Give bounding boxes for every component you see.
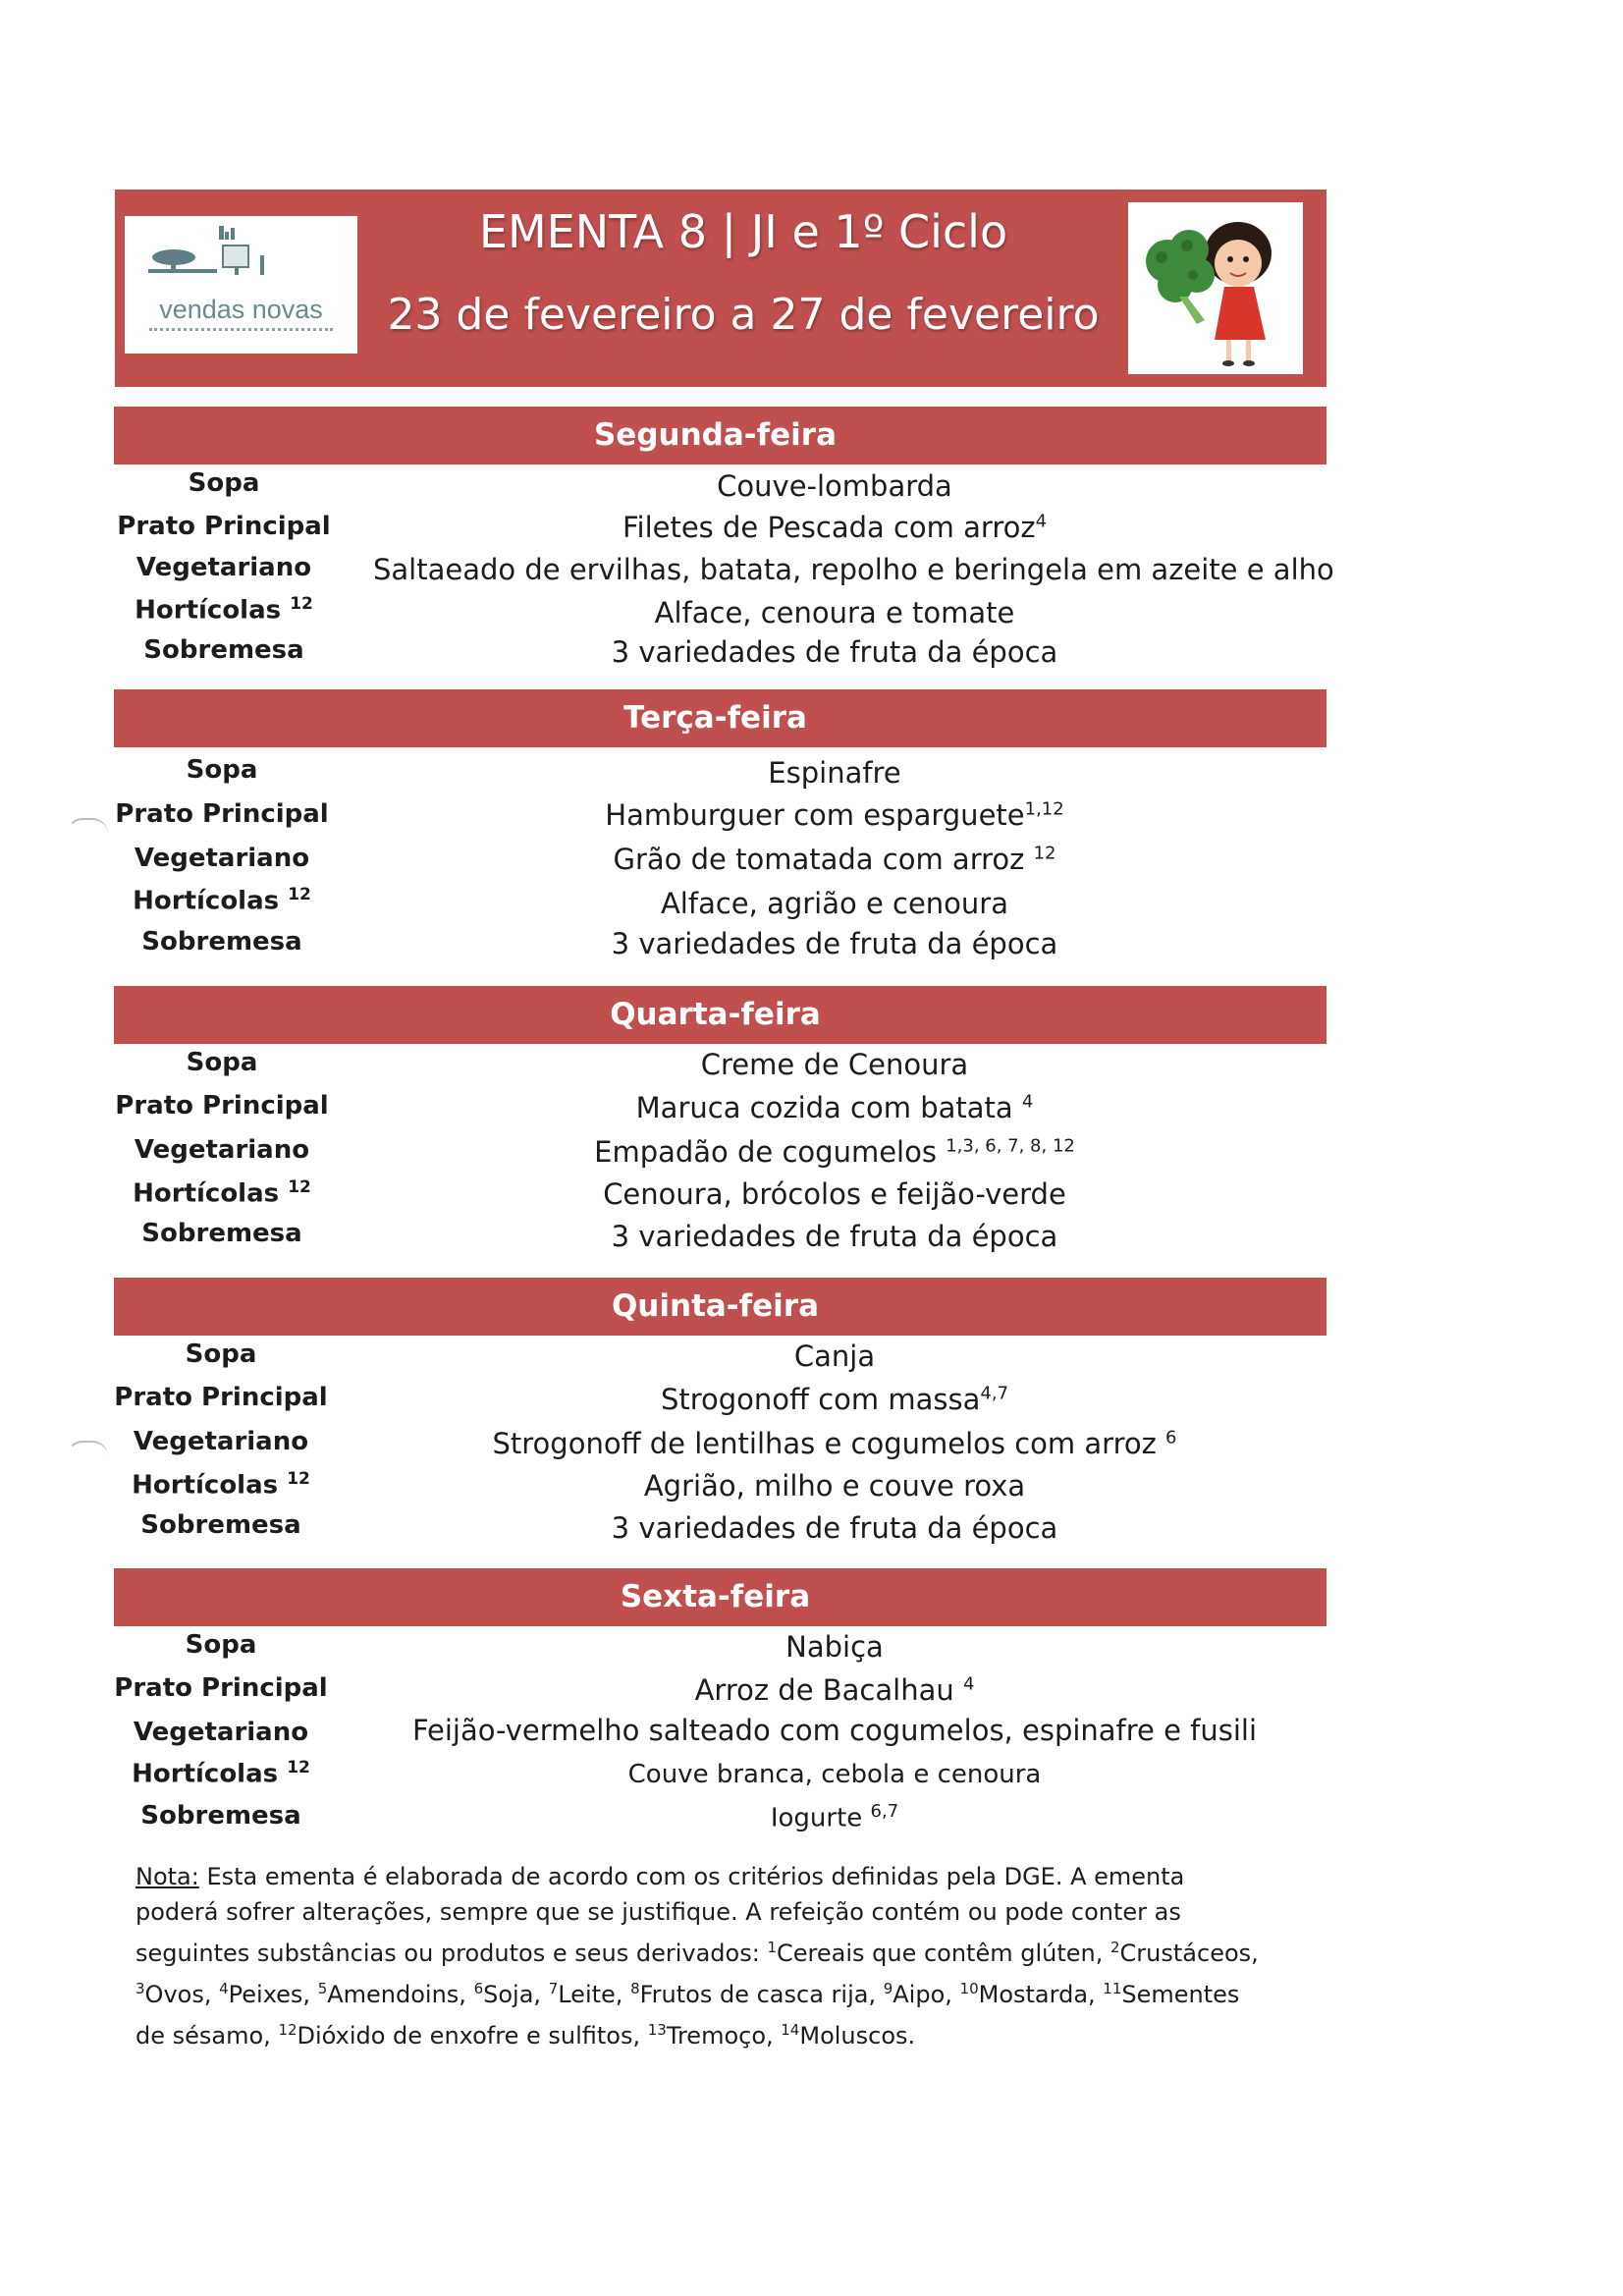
wednesday-sopa: Creme de Cenoura xyxy=(700,1048,969,1081)
friday-vegetariano: Feijão-vermelho salteado com cogumelos, espinafre e fusili xyxy=(411,1714,1258,1747)
label-horticolas xyxy=(108,1758,334,1789)
allergen-sup: 12 xyxy=(288,885,311,904)
label-prato-principal: Prato Principal xyxy=(117,512,331,541)
monday-sobremesa: 3 variedades de fruta da época xyxy=(611,635,1058,669)
label-prato-principal: Prato Principal xyxy=(115,1091,329,1121)
allergen-number: 4 xyxy=(219,1980,229,1997)
allergen-number: 14 xyxy=(781,2021,800,2039)
wednesday-horticolas: Cenoura, brócolos e feijão-verde xyxy=(603,1177,1066,1211)
label-horticolas xyxy=(108,1469,334,1501)
menu-title: EMENTA 8 | JI e 1º Ciclo xyxy=(478,205,1008,258)
allergen-number: 2 xyxy=(1110,1939,1120,1956)
label-sobremesa: Sobremesa xyxy=(143,635,304,665)
label-horticolas xyxy=(109,885,335,916)
allergen-number: 6 xyxy=(473,1980,484,1997)
allergen-name: Leite, xyxy=(558,1981,631,2008)
allergen-number: 13 xyxy=(647,2021,667,2039)
day-name: Terça-feira xyxy=(623,700,807,736)
allergen-sup: 12 xyxy=(287,1469,310,1489)
allergen-name: Soja, xyxy=(483,1981,549,2008)
logo-text: vendas novas xyxy=(159,295,323,324)
allergen-name: Cereais que contêm glúten, xyxy=(776,1940,1110,1967)
broccoli-kid-icon xyxy=(1128,202,1303,374)
thursday-prato xyxy=(373,1383,1296,1416)
friday-sobremesa xyxy=(373,1801,1296,1833)
label-vegetariano: Vegetariano xyxy=(133,1718,309,1747)
allergen-name: Sementes de sésamo, xyxy=(135,1981,1240,2050)
dish-text: Hamburguer com esparguete xyxy=(605,798,1025,832)
day-name: Segunda-feira xyxy=(593,417,837,453)
tuesday-sobremesa: 3 variedades de fruta da época xyxy=(611,927,1058,960)
label-text: Hortícolas xyxy=(133,1178,280,1209)
dish-text: Grão de tomatada com arroz xyxy=(613,843,1034,876)
label-sopa: Sopa xyxy=(185,1630,257,1660)
wednesday-prato xyxy=(373,1091,1296,1124)
day-name: Quinta-feira xyxy=(611,1288,820,1324)
monday-sopa: Couve-lombarda xyxy=(717,469,952,503)
day-header-wednesday xyxy=(114,986,1326,1044)
allergen-name: Mostarda, xyxy=(978,1981,1104,2008)
tuesday-prato xyxy=(373,798,1296,832)
allergen-name: Moluscos. xyxy=(799,2022,916,2050)
label-vegetariano: Vegetariano xyxy=(134,844,310,873)
label-text: Hortícolas xyxy=(132,1470,279,1501)
label-sopa: Sopa xyxy=(185,1339,257,1369)
monday-vegetariano: Saltaeado de ervilhas, batata, repolho e beringela em azeite e alho xyxy=(373,553,1334,586)
label-vegetariano: Vegetariano xyxy=(134,1135,310,1165)
thursday-horticolas: Agrião, milho e couve roxa xyxy=(643,1469,1026,1503)
dish-text: Strogonoff de lentilhas e cogumelos com arroz xyxy=(492,1427,1166,1460)
wednesday-vegetariano xyxy=(373,1135,1296,1169)
label-vegetariano: Vegetariano xyxy=(135,553,312,582)
menu-header xyxy=(115,190,1326,387)
label-sobremesa: Sobremesa xyxy=(140,1801,301,1831)
allergen-number: 10 xyxy=(959,1980,979,1997)
dish-text: Strogonoff com massa xyxy=(660,1383,981,1416)
monday-horticolas: Alface, cenoura e tomate xyxy=(654,596,1015,629)
allergen-sup: 12 xyxy=(290,594,313,614)
label-prato-principal: Prato Principal xyxy=(115,799,329,829)
day-header-thursday xyxy=(114,1278,1326,1336)
wednesday-sobremesa: 3 variedades de fruta da época xyxy=(611,1220,1058,1253)
allergen-name: Frutos de casca rija, xyxy=(639,1981,884,2008)
menu-date-range: 23 de fevereiro a 27 de fevereiro xyxy=(387,290,1100,340)
friday-sopa: Nabiça xyxy=(785,1630,884,1664)
friday-horticolas: Couve branca, cebola e cenoura xyxy=(627,1760,1042,1789)
allergen-sup: 1,3, 6, 7, 8, 12 xyxy=(946,1135,1075,1157)
tuesday-sopa: Espinafre xyxy=(768,756,901,790)
thursday-vegetariano xyxy=(373,1427,1296,1460)
allergen-sup: 4 xyxy=(1021,1091,1034,1113)
allergen-name: Dióxido de enxofre e sulfitos, xyxy=(297,2022,648,2050)
dish-text: Maruca cozida com batata xyxy=(635,1091,1022,1124)
thursday-sopa: Canja xyxy=(793,1339,876,1373)
label-sopa: Sopa xyxy=(186,1048,258,1077)
allergen-sup: 6 xyxy=(1165,1427,1177,1449)
label-prato-principal: Prato Principal xyxy=(114,1673,328,1703)
note-label: Nota: xyxy=(135,1863,199,1890)
allergen-number: 8 xyxy=(630,1980,640,1997)
label-sobremesa: Sobremesa xyxy=(141,1219,302,1248)
friday-prato xyxy=(373,1673,1296,1707)
day-header-friday xyxy=(114,1568,1326,1626)
allergen-name: Aipo, xyxy=(893,1981,960,2008)
label-vegetariano: Vegetariano xyxy=(133,1427,309,1456)
allergen-name: Crustáceos, xyxy=(1119,1940,1259,1967)
allergen-number: 7 xyxy=(548,1980,559,1997)
allergen-sup: 12 xyxy=(1033,843,1056,864)
label-sobremesa: Sobremesa xyxy=(140,1510,301,1540)
day-header-tuesday xyxy=(114,689,1326,747)
label-sopa: Sopa xyxy=(186,755,258,785)
dish-text: Filetes de Pescada com arroz xyxy=(622,511,1036,544)
allergen-name: Amendoins, xyxy=(327,1981,474,2008)
allergen-number: 9 xyxy=(883,1980,893,1997)
tuesday-horticolas: Alface, agrião e cenoura xyxy=(660,887,1009,920)
allergen-sup: 12 xyxy=(287,1758,310,1777)
tuesday-vegetariano xyxy=(373,843,1296,876)
label-sobremesa: Sobremesa xyxy=(141,927,302,957)
label-sopa: Sopa xyxy=(188,468,260,498)
label-text: Hortícolas xyxy=(133,886,280,916)
day-name: Quarta-feira xyxy=(610,997,821,1032)
allergen-name: Ovos, xyxy=(144,1981,220,2008)
child-broccoli-illustration xyxy=(1128,202,1303,374)
allergen-number: 12 xyxy=(278,2021,298,2039)
allergen-number: 3 xyxy=(135,1980,145,1997)
note-text: Esta ementa é elaborada de acordo com os critérios definidas pela DGE. A ementa poderá sofrer alterações, sempre que se justifique. A refeição contém ou pode conter as seguintes substâncias ou produtos e seus derivados: xyxy=(135,1863,1185,1967)
allergen-note xyxy=(135,1859,1274,2053)
day-name: Sexta-feira xyxy=(620,1579,811,1614)
allergen-sup: 6,7 xyxy=(870,1801,899,1822)
label-text: Hortícolas xyxy=(135,595,282,626)
dish-text: Iogurte xyxy=(770,1803,871,1833)
day-header-monday xyxy=(114,407,1326,465)
dish-text: Empadão de cogumelos xyxy=(594,1135,947,1169)
label-text: Hortícolas xyxy=(132,1759,279,1789)
allergen-name: Tremoço, xyxy=(666,2022,782,2050)
allergen-name: Peixes, xyxy=(228,1981,318,2008)
logo-slogan xyxy=(149,328,333,335)
allergen-sup: 12 xyxy=(288,1177,311,1197)
allergen-number: 5 xyxy=(317,1980,328,1997)
scan-mark xyxy=(67,818,108,834)
municipality-logo xyxy=(125,216,357,354)
dish-text: Arroz de Bacalhau xyxy=(694,1673,963,1707)
allergen-sup: 4,7 xyxy=(980,1383,1009,1404)
label-horticolas xyxy=(111,594,337,626)
allergen-sup: 4 xyxy=(962,1673,975,1695)
allergen-sup: 4 xyxy=(1035,511,1048,532)
allergen-number: 11 xyxy=(1103,1980,1122,1997)
thursday-sobremesa: 3 variedades de fruta da época xyxy=(611,1511,1058,1545)
label-prato-principal: Prato Principal xyxy=(114,1383,328,1412)
scan-mark xyxy=(67,1441,108,1456)
allergen-sup: 1,12 xyxy=(1024,798,1064,820)
label-horticolas xyxy=(109,1177,335,1209)
allergen-number: 1 xyxy=(767,1939,777,1956)
monday-prato xyxy=(373,511,1296,544)
